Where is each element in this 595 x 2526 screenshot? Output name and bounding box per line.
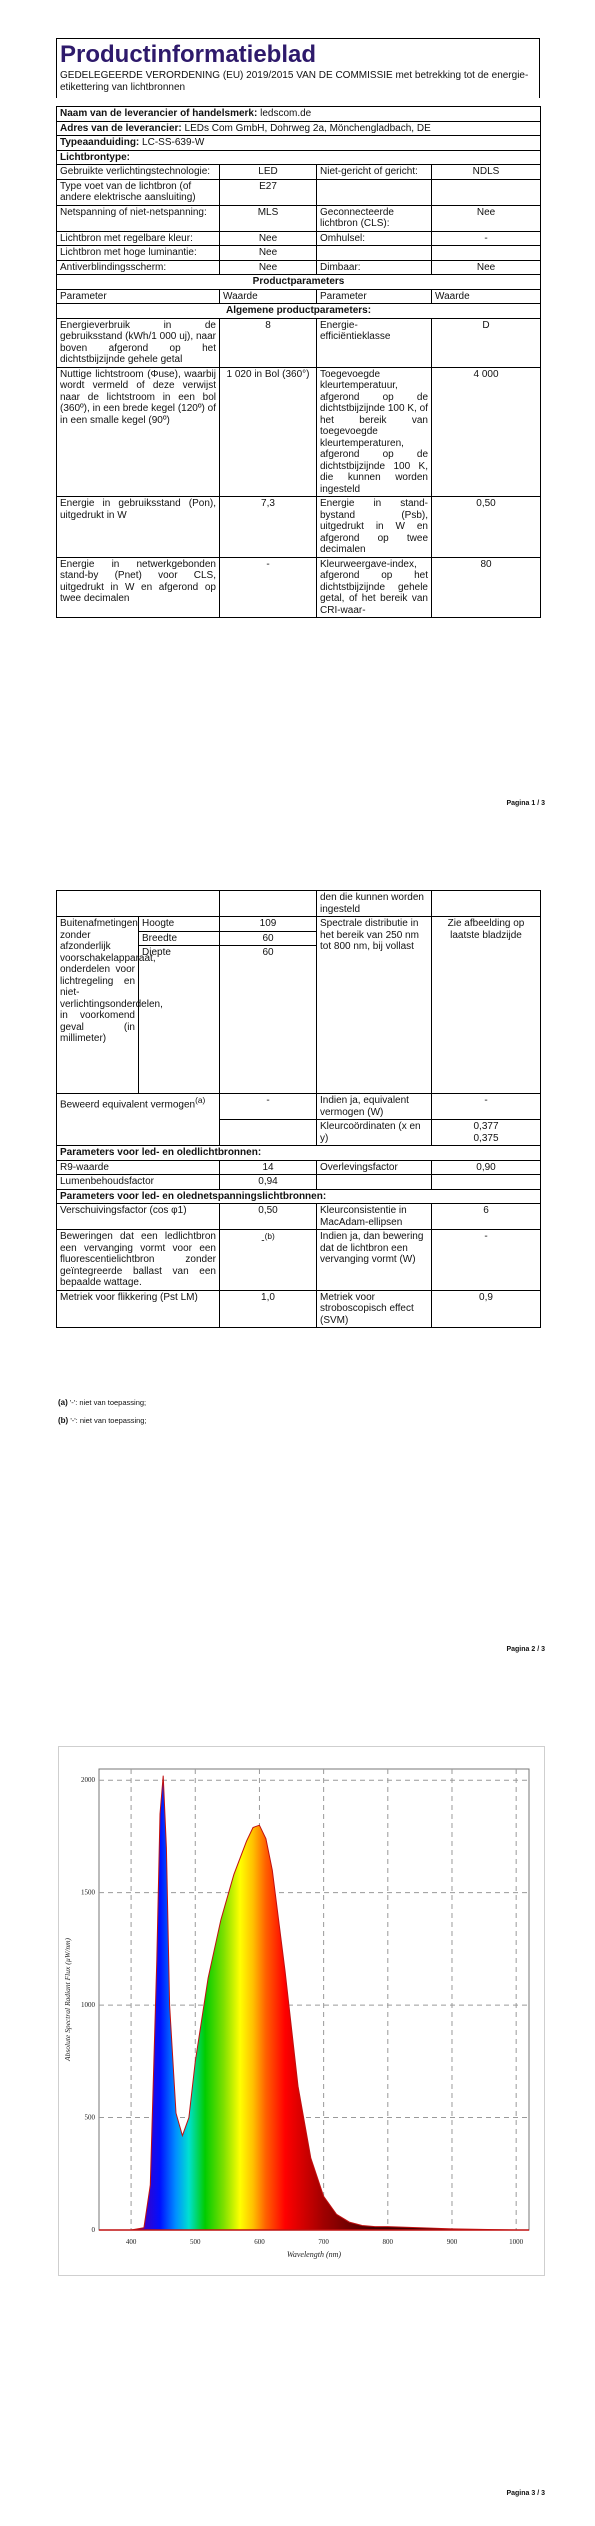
title-block [56, 38, 540, 98]
page-title: Productinformatieblad [60, 41, 317, 68]
type-value-left: Nee [220, 246, 317, 261]
dimensions-label: Buitenafmetingen zonder afzonderlijk voorschakelapparaat, onderdelen voor lichtregeling en niet-verlichtingsonderdelen, in voorkomend geval (in millimeter) [57, 917, 139, 1094]
spectral-value: Zie afbeelding op laatste bladzijde [432, 917, 541, 1094]
survival-label: Overlevingsfactor [317, 1160, 432, 1175]
dim-depth-label: Diepte [139, 946, 220, 1094]
type-label-left: Lichtbron met hoge luminantie: [57, 246, 220, 261]
x-tick-label: 900 [446, 2238, 458, 2246]
x-tick-label: 800 [382, 2238, 394, 2246]
param-label-right: Kleurweergave-index, afgerond op het dichtstbijzijnde gehele getal, of het bereik van CRI-waar- [317, 557, 432, 618]
type-label-left: Lichtbron met regelbare kleur: [57, 231, 220, 246]
type-row [57, 205, 541, 231]
mains-params-header: Parameters voor led- en olednetspanningslichtbronnen: [57, 1189, 541, 1204]
param-label-left: Energie in netwerkgebonden stand-by (Pnet) voor CLS, uitgedrukt in W en afgerond op twee decimalen [57, 557, 220, 618]
col-value-1: Waarde [220, 289, 317, 304]
x-axis-label: Wavelength (nm) [286, 2250, 342, 2259]
replacement-claim-label: Beweringen dat een ledlichtbron een vervanging vormt voor een fluorescentielichtbron zonder geïntegreerde ballast van een bepaalde wattage. [57, 1230, 220, 1291]
led-params-header: Parameters voor led- en oledlichtbronnen: [57, 1146, 541, 1161]
type-label-right [317, 179, 432, 205]
type-value-right [432, 246, 541, 261]
x-tick-label: 600 [254, 2238, 265, 2246]
page-number-2: Pagina 2 / 3 [506, 1646, 545, 1653]
type-value-left: LED [220, 165, 317, 180]
footnote-ref-b: (b) [264, 1231, 275, 1241]
y-tick-label: 500 [84, 2113, 95, 2122]
param-value-right: 4 000 [432, 367, 541, 497]
r9-value: 14 [220, 1160, 317, 1175]
cri-continued: den die kunnen worden ingesteld [317, 891, 432, 917]
supplier-name-label: Naam van de leverancier of handelsmerk: [60, 108, 258, 119]
footnote-a: (a) '-': niet van toepassing; [58, 1398, 147, 1407]
type-label-right: Geconnecteerde lichtbron (CLS): [317, 205, 432, 231]
y-tick-label: 0 [91, 2226, 95, 2234]
chromaticity-value [432, 1120, 541, 1146]
param-row [57, 367, 541, 497]
param-value-right: 80 [432, 557, 541, 618]
stroboscopic-value: 0,9 [432, 1290, 541, 1328]
footnote-ref-a: (a) [195, 1095, 206, 1105]
page-number-1: Pagina 1 / 3 [506, 800, 545, 807]
type-label-left: Netspanning of niet-netspanning: [57, 205, 220, 231]
type-label-right: Dimbaar: [317, 260, 432, 275]
x-tick-label: 700 [318, 2238, 329, 2246]
model-value: LC-SS-639-W [142, 137, 205, 148]
type-label-right [317, 246, 432, 261]
param-value-left: - [220, 557, 317, 618]
replacement-w-label: Indien ja, dan bewering dat de lichtbron een vervanging vormt (W) [317, 1230, 432, 1291]
product-info-table-p2 [56, 890, 541, 1328]
x-tick-label: 400 [125, 2238, 137, 2246]
survival-value: 0,90 [432, 1160, 541, 1175]
type-value-left: E27 [220, 179, 317, 205]
regulation-subtitle: GEDELEGEERDE VERORDENING (EU) 2019/2015 VAN DE COMMISSIE met betrekking tot de energie-etikettering van lichtbronnen [60, 70, 529, 93]
dim-height-label: Hoogte [139, 917, 220, 932]
param-label-right: Energie in stand-bystand (Psb), uitgedrukt in W en afgerond op twee decimalen [317, 497, 432, 558]
params-header: Productparameters [57, 275, 541, 290]
type-label-left: Type voet van de lichtbron (of andere elektrische aansluiting) [57, 179, 220, 205]
r9-label: R9-waarde [57, 1160, 220, 1175]
type-label-left: Antiverblindingsscherm: [57, 260, 220, 275]
product-info-table-p1 [56, 106, 541, 618]
param-label-left: Energieverbruik in de gebruiksstand (kWh/1 000 uj), naar boven afgerond op het dichtstbijzijnde gehele getal [57, 318, 220, 367]
equivalent-w-label: Indien ja, equivalent vermogen (W) [317, 1094, 432, 1120]
type-value-right: - [432, 231, 541, 246]
y-tick-label: 1000 [81, 2001, 95, 2010]
type-value-right: Nee [432, 205, 541, 231]
type-value-right: NDLS [432, 165, 541, 180]
type-label-left: Gebruikte verlichtingstechnologie: [57, 165, 220, 180]
supplier-name-row [57, 107, 541, 122]
dim-width-label: Breedte [139, 931, 220, 946]
equivalent-power-label: Beweerd equivalent vermogen$^{(a)}$ [57, 1094, 220, 1146]
supplier-address-row [57, 121, 541, 136]
type-value-right: Nee [432, 260, 541, 275]
col-param-1: Parameter [57, 289, 220, 304]
page-3 [0, 1720, 595, 2526]
equivalent-power-value: - [220, 1094, 317, 1120]
type-value-left: Nee [220, 231, 317, 246]
supplier-address-value: LEDs Com GmbH, Dohrweg 2a, Mönchengladbach, DE [184, 122, 431, 134]
type-row [57, 260, 541, 275]
equivalent-w-value: - [432, 1094, 541, 1120]
general-params-header: Algemene productparameters: [57, 304, 541, 319]
stroboscopic-label: Metriek voor stroboscopisch effect (SVM) [317, 1290, 432, 1328]
type-row [57, 165, 541, 180]
param-value-left: 1 020 in Bol (360°) [220, 367, 317, 497]
replacement-claim-value: -$^{(b)}$ [220, 1230, 317, 1291]
lumen-maint-label: Lumenbehoudsfactor [57, 1175, 220, 1190]
spectral-label: Spectrale distributie in het bereik van 250 nm tot 800 nm, bij vollast [317, 917, 432, 1094]
param-value-right: 0,50 [432, 497, 541, 558]
col-value-2: Waarde [432, 289, 541, 304]
param-label-right: Energie-efficiëntieklasse [317, 318, 432, 367]
type-row [57, 231, 541, 246]
dim-depth-value: 60 [220, 946, 317, 1094]
param-label-right: Toegevoegde kleurtemperatuur, afgerond op de dichtstbijzijnde 100 K, of het bereik van toegevoegde kleurtemperaturen, afgerond op de dichtstbijzijnde 100 K, die kunnen worden ingesteld [317, 367, 432, 497]
shift-factor-label: Verschuivingsfactor (cos φ1) [57, 1204, 220, 1230]
chromaticity-label: Kleurcoördinaten (x en y) [317, 1120, 432, 1146]
flicker-value: 1,0 [220, 1290, 317, 1328]
chroma-x: 0,377 [473, 1121, 499, 1132]
type-value-left: MLS [220, 205, 317, 231]
type-label-right: Omhulsel: [317, 231, 432, 246]
param-label-left: Energie in gebruiksstand (Pon), uitgedrukt in W [57, 497, 220, 558]
x-tick-label: 1000 [509, 2238, 524, 2246]
type-value-right [432, 179, 541, 205]
chroma-y: 0,375 [473, 1132, 499, 1144]
replacement-w-value: - [432, 1230, 541, 1291]
dim-width-value: 60 [220, 931, 317, 946]
type-row [57, 179, 541, 205]
dim-height-value: 109 [220, 917, 317, 932]
shift-factor-value: 0,50 [220, 1204, 317, 1230]
footnote-b: (b) '-': niet van toepassing; [58, 1416, 147, 1425]
param-row [57, 557, 541, 618]
param-value-left: 7,3 [220, 497, 317, 558]
param-label-left: Nuttige lichtstroom (Φuse), waarbij wordt vermeld of deze verwijst naar de lichtstroom in een bol (360º), in een brede kegel (120º) of in een smalle kegel (90º) [57, 367, 220, 497]
supplier-address-label: Adres van de leverancier: [60, 122, 182, 134]
spectral-chart [58, 1746, 545, 2276]
param-row [57, 497, 541, 558]
y-tick-label: 1500 [81, 1888, 95, 1897]
type-row [57, 246, 541, 261]
model-label: Typeaanduiding: [60, 137, 140, 148]
supplier-name-value: ledscom.de [260, 108, 312, 119]
param-value-right: D [432, 318, 541, 367]
light-source-type-label: Lichtbrontype: [57, 150, 541, 165]
type-label-right: Niet-gericht of gericht: [317, 165, 432, 180]
col-param-2: Parameter [317, 289, 432, 304]
page-1 [0, 0, 595, 860]
page-number-3: Pagina 3 / 3 [506, 2490, 545, 2497]
type-value-left: Nee [220, 260, 317, 275]
param-row [57, 318, 541, 367]
x-tick-label: 500 [190, 2238, 201, 2246]
macadam-value: 6 [432, 1204, 541, 1230]
page-2 [0, 860, 595, 1720]
model-row [57, 136, 541, 151]
y-tick-label: 2000 [81, 1776, 95, 1785]
spectral-chart-svg [59, 1747, 544, 2275]
param-value-left: 8 [220, 318, 317, 367]
flicker-label: Metriek voor flikkering (Pst LM) [57, 1290, 220, 1328]
y-axis-label: Absolute Spectral Radiant Flux (µW/nm) [63, 1937, 72, 2062]
macadam-label: Kleurconsistentie in MacAdam-ellipsen [317, 1204, 432, 1230]
lumen-maint-value: 0,94 [220, 1175, 317, 1190]
